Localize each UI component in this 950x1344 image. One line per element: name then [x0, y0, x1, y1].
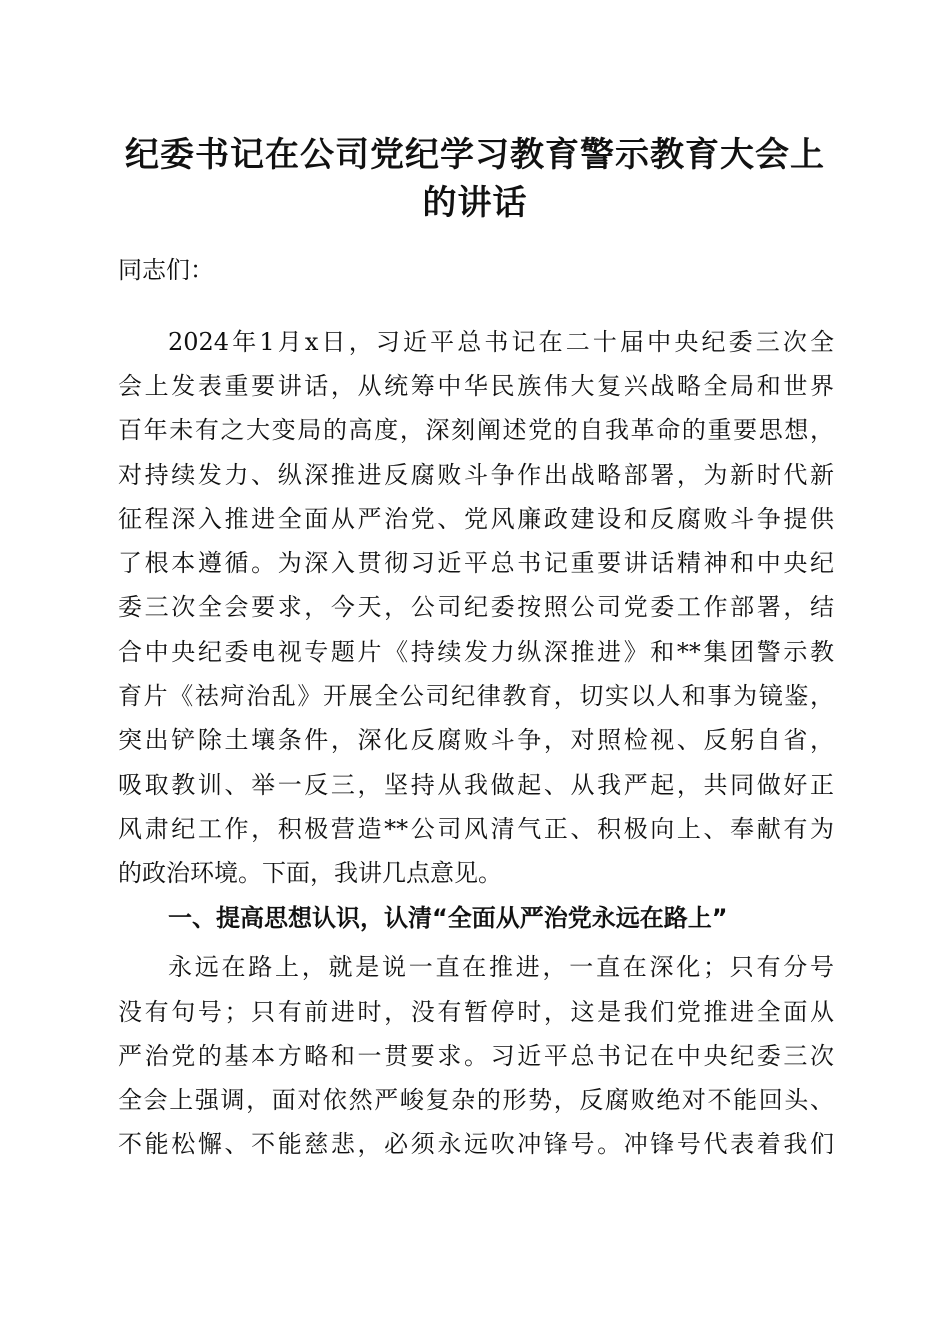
paragraph-1-line: 合中央纪委电视专题片《持续发力纵深推进》和**集团警示教: [118, 638, 834, 666]
paragraph-2-line: 严治党的基本方略和一贯要求。习近平总书记在中央纪委三次: [118, 1042, 834, 1070]
paragraph-2-line: 永远在路上，就是说一直在推进，一直在深化；只有分号: [168, 953, 834, 981]
paragraph-1-line: 了根本遵循。为深入贯彻习近平总书记重要讲话精神和中央纪: [118, 549, 834, 577]
section-heading-1: 一、提高思想认识，认清“全面从严治党永远在路上”: [168, 904, 728, 932]
paragraph-1-line: 对持续发力、纵深推进反腐败斗争作出战略部署，为新时代新: [118, 461, 834, 489]
paragraph-1-line: 吸取教训、举一反三，坚持从我做起、从我严起，共同做好正: [118, 771, 834, 799]
document-title-line-2: 的讲话: [422, 183, 528, 223]
paragraph-1-line: 2024年1月x日，习近平总书记在二十届中央纪委三次全: [168, 328, 834, 356]
paragraph-1-line: 征程深入推进全面从严治党、党风廉政建设和反腐败斗争提供: [118, 505, 834, 533]
paragraph-1-line: 育片《祛疴治乱》开展全公司纪律教育，切实以人和事为镜鉴，: [118, 682, 834, 710]
salutation: 同志们：: [118, 256, 214, 284]
paragraph-1-line: 百年未有之大变局的高度，深刻阐述党的自我革命的重要思想，: [118, 416, 834, 444]
paragraph-1-line: 委三次全会要求，今天，公司纪委按照公司党委工作部署，结: [118, 593, 834, 621]
paragraph-1-line: 会上发表重要讲话，从统筹中华民族伟大复兴战略全局和世界: [118, 372, 834, 400]
paragraph-1-line: 突出铲除土壤条件，深化反腐败斗争，对照检视、反躬自省，: [118, 726, 834, 754]
document-title-line-1: 纪委书记在公司党纪学习教育警示教育大会上: [125, 135, 825, 175]
paragraph-2-line: 全会上强调，面对依然严峻复杂的形势，反腐败绝对不能回头、: [118, 1086, 834, 1114]
paragraph-2-line: 没有句号；只有前进时，没有暂停时，这是我们党推进全面从: [118, 998, 834, 1026]
paragraph-1-line: 的政治环境。下面，我讲几点意见。: [118, 859, 502, 887]
paragraph-2-line: 不能松懈、不能慈悲，必须永远吹冲锋号。冲锋号代表着我们: [118, 1130, 834, 1158]
paragraph-1-line: 风肃纪工作，积极营造**公司风清气正、积极向上、奉献有为: [118, 815, 834, 843]
